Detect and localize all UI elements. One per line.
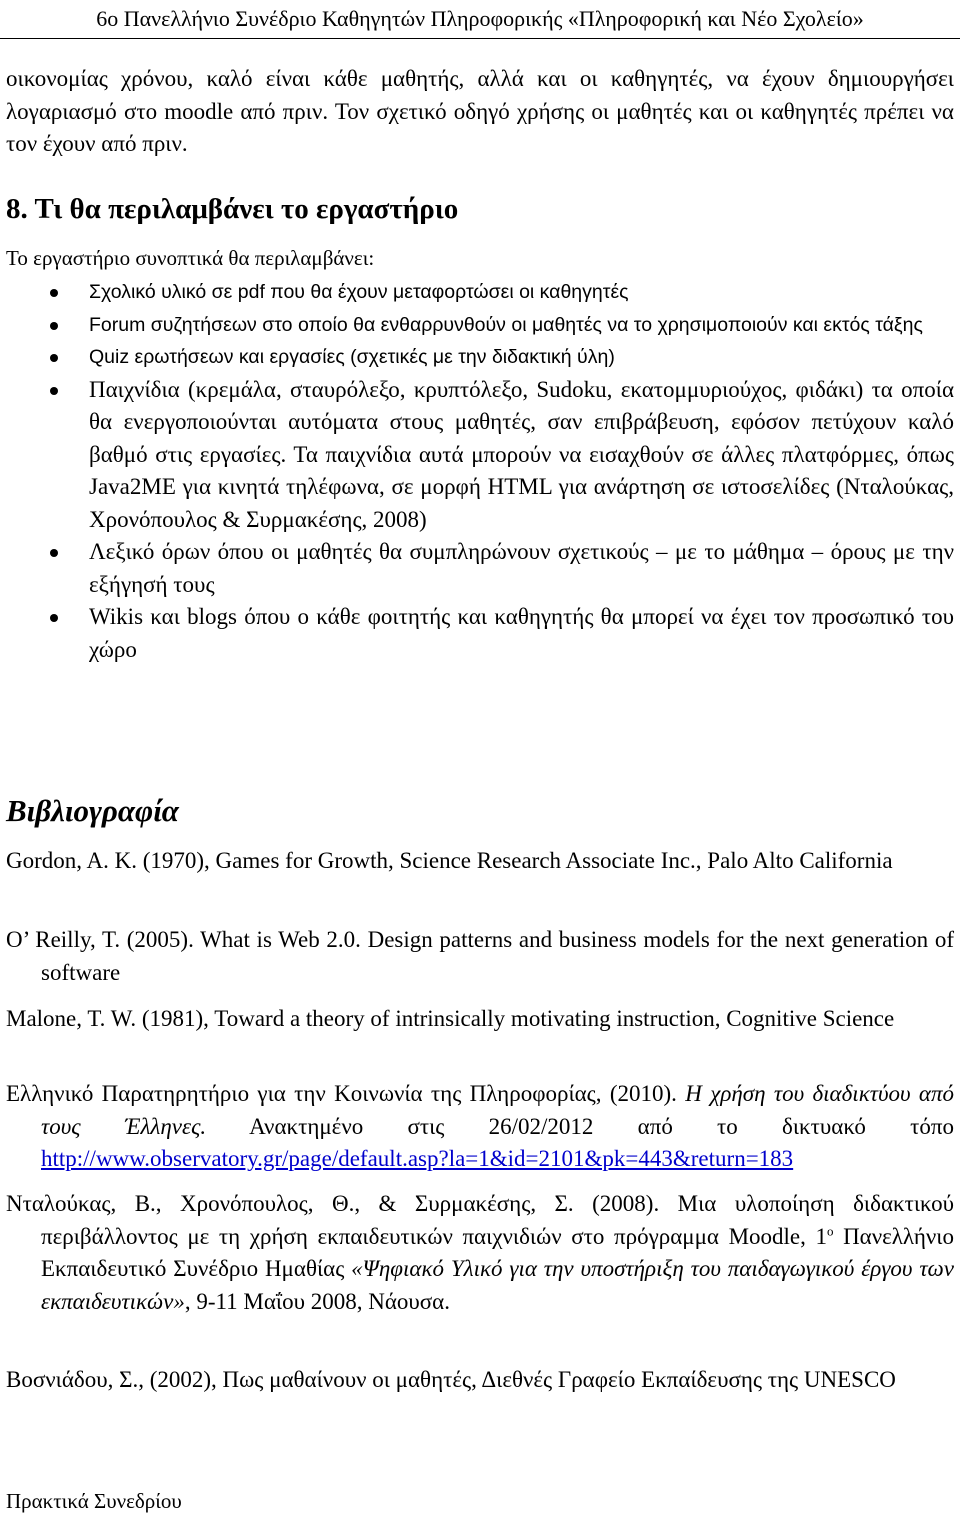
list-item-text: Wikis και blogs όπου ο κάθε φοιτητής και καθηγητής θα μπορεί να έχει τον προσωπικό του χώρο [89, 604, 954, 662]
reference-text: Νταλούκας, Β., Χρονόπουλος, Θ., & Συρμακέσης, Σ. (2008). Μια υλοποίηση διδακτικού περιβάλλοντος με τη χρήση εκπαιδευτικών παιχνιδιών στο πρόγραμμα Moodle, 1 [6, 1191, 954, 1249]
reference-entry: Gordon, A. K. (1970), Games for Growth, Science Research Associate Inc., Palo Alto California [6, 848, 893, 873]
section-title: 8. Τι θα περιλαμβάνει το εργαστήριο [6, 193, 459, 225]
bullet-icon [50, 322, 58, 330]
bibliography-title: Βιβλιογραφία [6, 793, 179, 828]
reference-italic-title: «Ψηφιακό Υλικό για την υποστήριξη του παιδαγωγικού έργου των εκπαιδευτικών» [41, 1256, 954, 1314]
list-item [0, 341, 954, 374]
reference-text: Ανακτημένο στις 26/02/2012 από το δικτυακό τόπο [206, 1113, 954, 1139]
reference-text: Πανελλήνιο Εκπαιδευτικό Συνέδριο Ημαθίας [41, 1223, 954, 1281]
reference-link[interactable]: http://www.observatory.gr/page/default.asp?la=1&id=2101&pk=443&return=183 [41, 1146, 794, 1171]
bullet-icon [50, 354, 58, 362]
list-item [0, 536, 954, 601]
reference-entry: O’ Reilly, T. (2005). What is Web 2.0. Design patterns and business models for the next generation of software [6, 927, 954, 985]
list-item-text: Παιχνίδια (κρεμάλα, σταυρόλεξο, κρυπτόλεξο, Sudoku, εκατομμυριούχος, φιδάκι) τα οποία θα ενεργοποιούνται αυτόματα στους μαθητές, σαν επιβράβευση, εφόσον πετύχουν καλό βαθμό στις εργασίες. Τα παιχνίδια αυτά μπορούν να εισαχθούν σε άλλες πλατφόρμες, όπως Java2ME για κινητά τηλέφωνα, σε μορφή HTML για ανάρτηση σε ιστοσελίδες (Νταλούκας, Χρονόπουλος & Συρμακέσης, 2008) [89, 376, 954, 532]
bullet-list [0, 276, 954, 666]
superscript: ο [826, 1222, 834, 1238]
reference-entry: Malone, T. W. (1981), Toward a theory of intrinsically motivating instruction, Cognitive Science [6, 1006, 895, 1031]
list-item-text: Forum συζητήσεων στο οποίο θα ενθαρρυνθούν οι μαθητές να το χρησιμοποιούν και εκτός τάξης [89, 313, 923, 336]
header-divider [0, 38, 960, 39]
list-item [0, 601, 954, 666]
list-item [0, 309, 954, 342]
bullet-icon [50, 614, 58, 622]
intro-paragraph: οικονομίας χρόνου, καλό είναι κάθε μαθητής, αλλά και οι καθηγητές, να έχουν δημιουργήσει λογαριασμό στο moodle από πριν. Τον σχετικό οδηγό χρήσης οι μαθητές και οι καθηγητές πρέπει να τον έχουν από πριν. [6, 66, 954, 156]
bullet-icon [50, 387, 58, 395]
reference-entry [6, 1188, 954, 1318]
reference-entry [6, 1078, 954, 1176]
reference-italic-title: Η χρήση του διαδικτύου από τους Έλληνες. [41, 1081, 955, 1139]
list-item [0, 374, 954, 537]
list-item [0, 276, 954, 309]
section-lead: Το εργαστήριο συνοπτικά θα περιλαμβάνει: [6, 246, 375, 270]
reference-entry: Βοσνιάδου, Σ., (2002), Πως μαθαίνουν οι μαθητές, Διεθνές Γραφείο Εκπαίδευσης της UNESCO [6, 1367, 896, 1392]
reference-text: , 9-11 Μαΐου 2008, Νάουσα. [184, 1288, 450, 1314]
list-item-text: Λεξικό όρων όπου οι μαθητές θα συμπληρώνουν σχετικούς – με το μάθημα – όρους με την εξήγησή τους [89, 539, 954, 597]
page-header: 6ο Πανελλήνιο Συνέδριο Καθηγητών Πληροφορικής «Πληροφορική και Νέο Σχολείο» [96, 6, 864, 31]
page-footer: Πρακτικά Συνεδρίου [6, 1489, 182, 1513]
bullet-icon [50, 289, 58, 297]
bullet-icon [50, 549, 58, 557]
list-item-text: Σχολικό υλικό σε pdf που θα έχουν μεταφορτώσει οι καθηγητές [89, 281, 629, 303]
list-item-text: Quiz ερωτήσεων και εργασίες (σχετικές με την διδακτική ύλη) [89, 346, 615, 368]
reference-text: Ελληνικό Παρατηρητήριο για την Κοινωνία της Πληροφορίας, (2010). [6, 1081, 686, 1106]
